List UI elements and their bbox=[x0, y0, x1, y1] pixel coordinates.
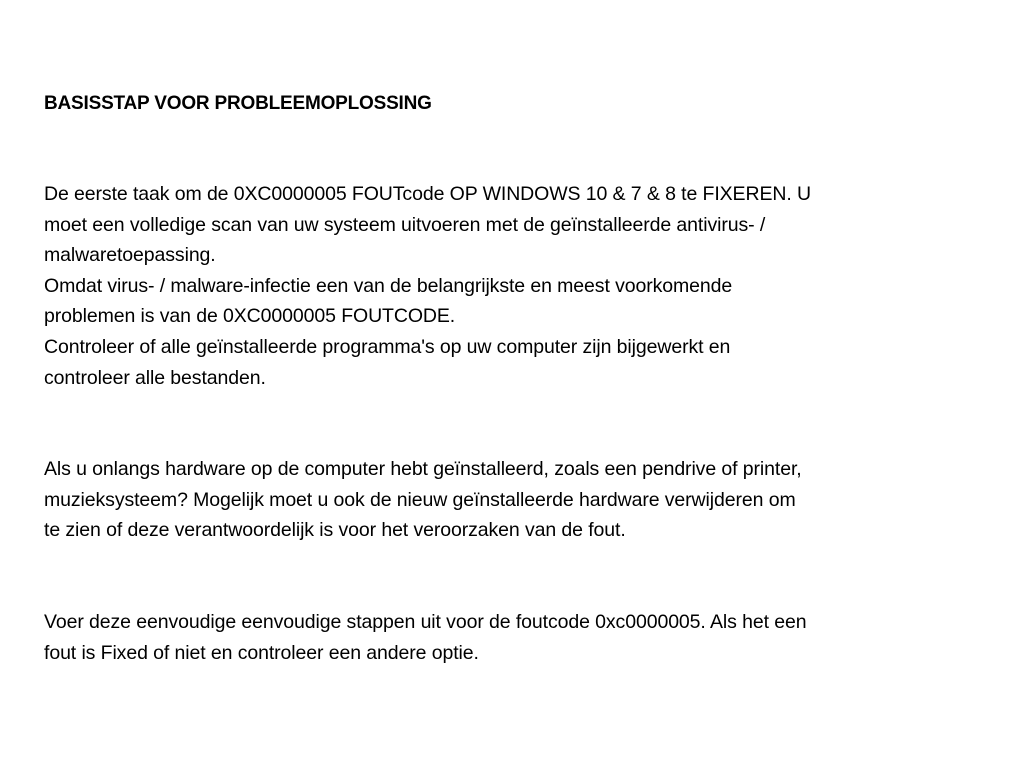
paragraph-spacer bbox=[44, 546, 980, 607]
section-heading: BASISSTAP VOOR PROBLEEMOPLOSSING bbox=[44, 93, 432, 114]
text-line: moet een volledige scan van uw systeem uitvoeren met de geïnstalleerde antivirus- / bbox=[44, 213, 766, 236]
paragraph-spacer bbox=[44, 393, 980, 454]
text-line: Als u onlangs hardware op de computer hebt geïnstalleerd, zoals een pendrive of printer, bbox=[44, 458, 802, 481]
text-line: problemen is van de 0XC0000005 FOUTCODE. bbox=[44, 305, 456, 328]
text-line: te zien of deze verantwoordelijk is voor het veroorzaken van de fout. bbox=[44, 519, 626, 542]
text-line: De eerste taak om de 0XC0000005 FOUTcode OP WINDOWS 10 & 7 & 8 te FIXEREN. U bbox=[44, 183, 811, 205]
text-line: controleer alle bestanden. bbox=[44, 366, 266, 389]
text-line: Omdat virus- / malware-infectie een van de belangrijkste en meest voorkomende bbox=[44, 274, 733, 297]
text-line: muzieksysteem? Mogelijk moet u ook de nieuw geïnstalleerde hardware verwijderen om bbox=[44, 488, 796, 511]
text-line: fout is Fixed of niet en controleer een andere optie. bbox=[44, 641, 479, 664]
slide-content bbox=[44, 89, 980, 668]
text-line: Voer deze eenvoudige eenvoudige stappen uit voor de foutcode 0xc0000005. Als het een bbox=[44, 610, 807, 633]
text-line: malwaretoepassing. bbox=[44, 244, 216, 267]
paragraph-scan-instructions bbox=[44, 179, 980, 393]
paragraph-steps bbox=[44, 607, 980, 668]
text-line: Controleer of alle geïnstalleerde programma's op uw computer zijn bijgewerkt en bbox=[44, 335, 731, 358]
paragraph-hardware bbox=[44, 454, 980, 546]
